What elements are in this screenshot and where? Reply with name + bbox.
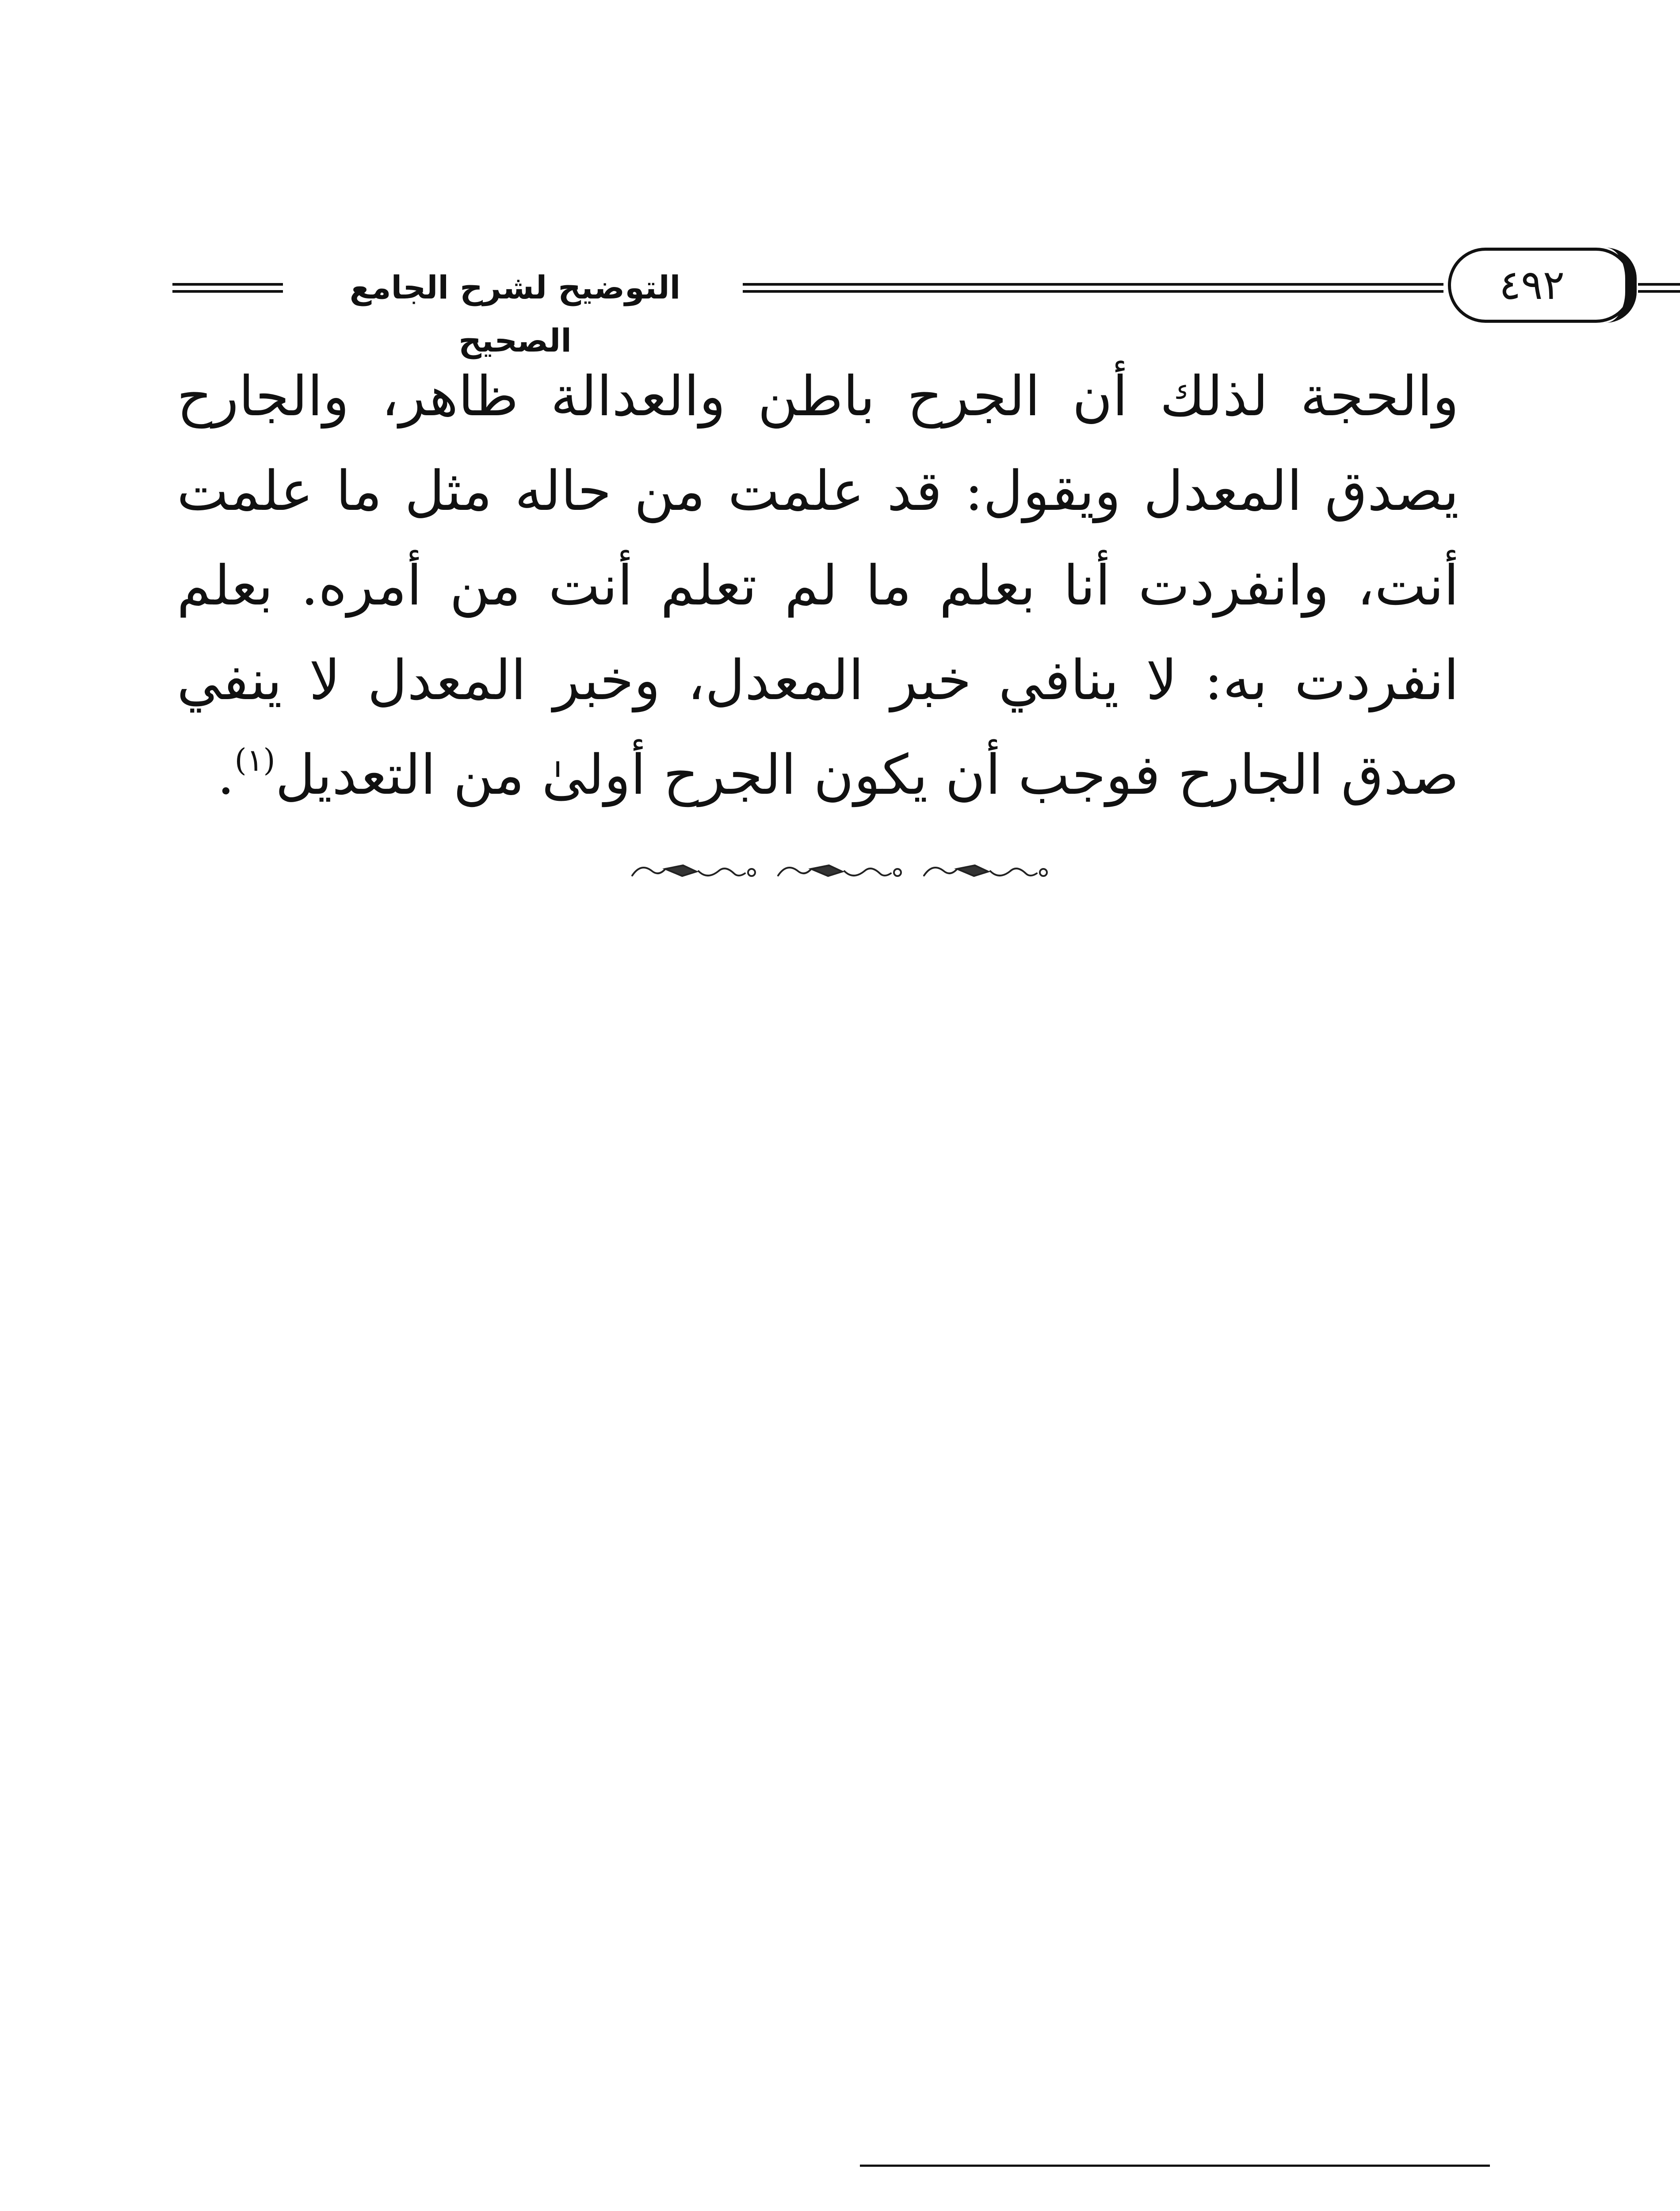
body-paragraph-text: والحجة لذلك أن الجرح باطن والعدالة ظاهر، والجارح يصدق المعدل ويقول: قد علمت من حاله مثل ما علمت أنت، وانفردت أنا بعلم ما لم تعلم أنت من أمره. بعلم انفردت به: لا ينافي خبر المعدل، وخبر المعدل لا ينفي صدق الجارح فوجب أن يكون الجرح أولىٰ من التعديل xyxy=(177,365,1459,807)
ornament-motif xyxy=(778,865,901,876)
section-ornament-icon xyxy=(623,856,1057,887)
ornament-motif xyxy=(924,865,1047,876)
footnote-separator xyxy=(860,2165,1490,2167)
running-header xyxy=(172,248,1565,359)
header-rule-middle xyxy=(743,283,1443,286)
footnote-reference: (١) xyxy=(234,742,275,778)
body-paragraph xyxy=(177,349,1459,822)
page-number-badge xyxy=(1448,248,1634,323)
running-title: التوضيح لشرح الجامع الصحيح xyxy=(349,269,681,359)
page-number: ٤٩٢ xyxy=(1499,261,1565,309)
header-rule-right xyxy=(1638,283,1680,286)
ornament-motif xyxy=(632,865,755,876)
header-rule-left xyxy=(172,283,283,286)
paragraph-end-punctuation: . xyxy=(217,743,235,807)
